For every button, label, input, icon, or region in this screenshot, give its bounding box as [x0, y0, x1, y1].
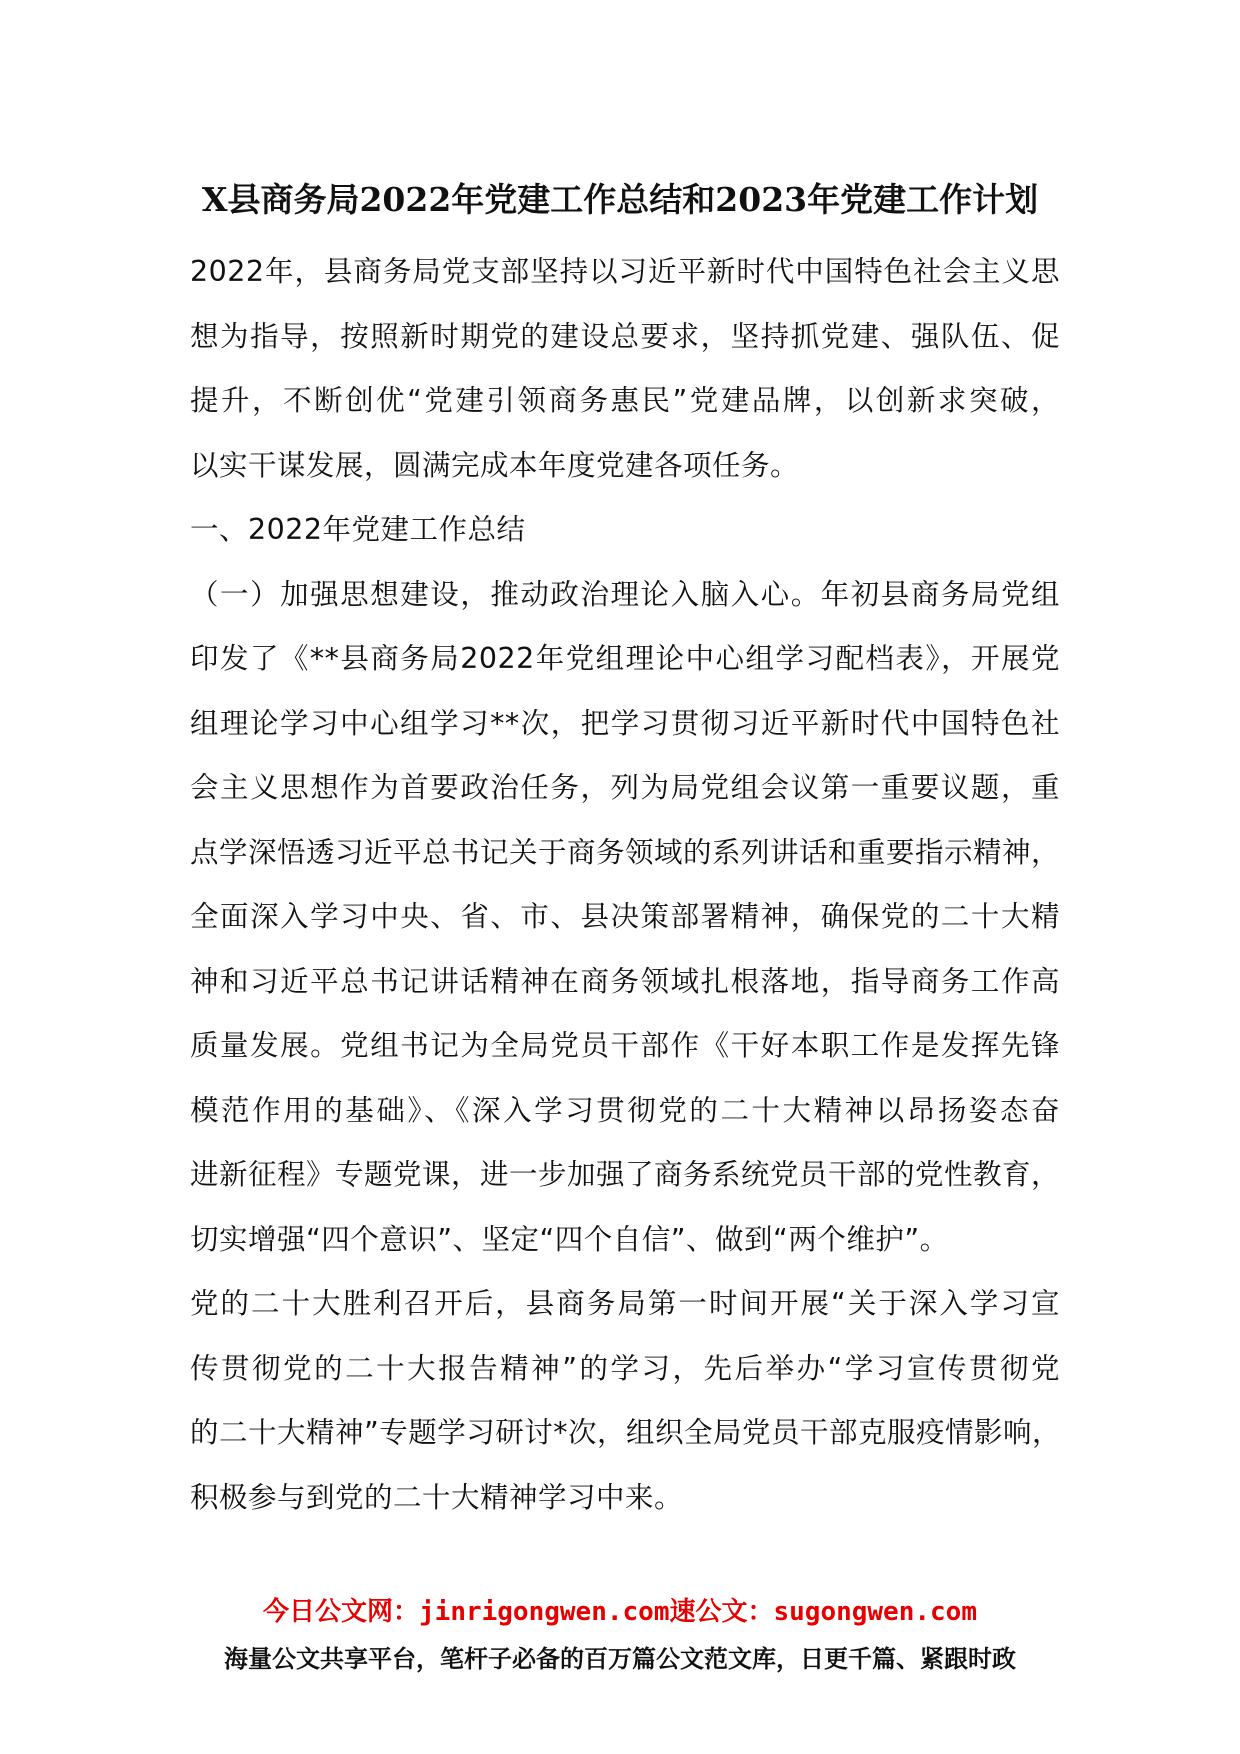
text-line: 组理论学习中心组学习**次，把学习贯彻习近平新时代中国特色社 — [190, 706, 1060, 740]
text-line: 全面深入学习中央、省、市、县决策部署精神，确保党的二十大精 — [190, 900, 1060, 933]
document-title: X县商务局2022年党建工作总结和2023年党建工作计划 — [201, 180, 1039, 219]
text-line: 2022年，县商务局党支部坚持以习近平新时代中国特色社会主义思 — [190, 255, 1060, 288]
text-line: 点学深悟透习近平总书记关于商务领域的系列讲话和重要指示精神， — [190, 835, 1061, 869]
site2-name: 速公文： — [669, 1597, 774, 1627]
section-heading — [190, 498, 1060, 563]
footer-slogan: 海量公文共享平台，笔杆子必备的百万篇公文范文库，日更千篇、紧跟时政 — [224, 1645, 1016, 1673]
site2-link[interactable]: sugongwen.com — [773, 1597, 977, 1627]
paragraph-ideological-building — [190, 563, 1060, 1273]
text-line: 以实干谋发展，圆满完成本年度党建各项任务。 — [190, 448, 800, 482]
paragraph-twentieth-congress — [190, 1272, 1060, 1530]
site1-link[interactable]: jinrigongwen.com — [419, 1597, 670, 1627]
text-line: 想为指导，按照新时期党的建设总要求，坚持抓党建、强队伍、促 — [190, 319, 1060, 353]
text-line: 会主义思想作为首要政治任务，列为局党组会议第一重要议题，重 — [190, 771, 1060, 804]
text-line: 神和习近平总书记讲话精神在商务领域扎根落地，指导商务工作高 — [190, 964, 1060, 998]
text-line: 提升，不断创优“党建引领商务惠民”党建品牌，以创新求突破， — [190, 384, 1060, 417]
footer-websites — [0, 1594, 1240, 1630]
document-body — [190, 240, 1060, 1530]
text-line: （一）加强思想建设，推动政治理论入脑入心。年初县商务局党组 — [190, 577, 1060, 611]
text-line: 印发了《**县商务局2022年党组理论中心组学习配档表》，开展党 — [190, 642, 1060, 675]
text-line: 积极参与到党的二十大精神学习中来。 — [190, 1480, 684, 1514]
text-line: 党的二十大胜利召开后，县商务局第一时间开展“关于深入学习宣 — [190, 1287, 1060, 1320]
text-line: 切实增强“四个意识”、坚定“四个自信”、做到“两个维护”。 — [190, 1222, 949, 1256]
text-line: 质量发展。党组书记为全局党员干部作《干好本职工作是发挥先锋 — [190, 1029, 1060, 1062]
text-line: 模范作用的基础》、《深入学习贯彻党的二十大精神以昂扬姿态奋 — [190, 1093, 1060, 1127]
intro-paragraph — [190, 240, 1060, 498]
section-heading-text: 一、2022年党建工作总结 — [190, 513, 526, 546]
text-line: 进新征程》专题党课，进一步加强了商务系统党员干部的党性教育， — [190, 1158, 1061, 1191]
text-line: 的二十大精神”专题学习研讨*次，组织全局党员干部克服疫情影响， — [190, 1416, 1062, 1449]
text-line: 传贯彻党的二十大报告精神”的学习，先后举办“学习宣传贯彻党 — [190, 1351, 1060, 1385]
site1-name: 今日公文网： — [263, 1597, 420, 1627]
